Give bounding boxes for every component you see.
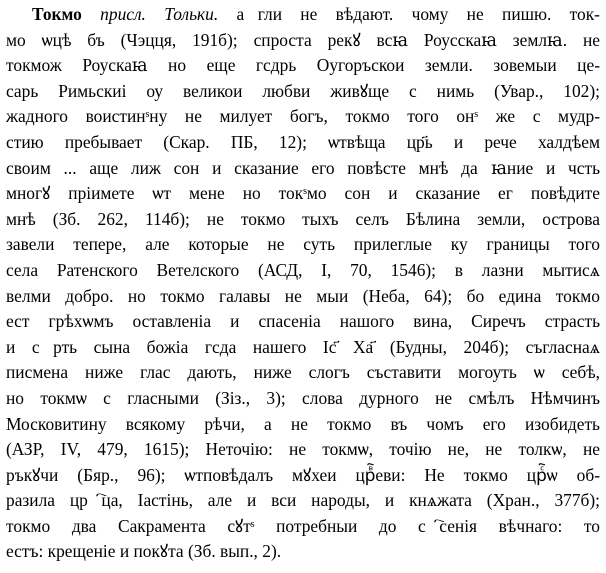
entry-line-1: [6, 2, 600, 28]
entry-line-22: естъ: крещеніе и покꙋта (Зб. вып., 2).: [6, 541, 282, 562]
entry-line-17: Московитину всякому рѣчи, а не токмо въ чомъ его изобидеть: [6, 413, 600, 434]
entry-line-18: (АЗР, IV, 479, 1615); Неточію: не токмѡ, точію не, не толкѡ, не: [6, 439, 600, 460]
entry-line-5: жадного воистинˢну не милует богъ, токмо того онˢ же с мудр-: [6, 106, 600, 127]
entry-line-20: разила црⷭ҇ца, Іастінь, але и вси народы, и кнѧжата (Хран., 377б);: [6, 490, 600, 511]
entry-line-2: мо ѡцѣ бъ (Чэцця, 191б); спроста рекꙋ всꙗ Роусскаꙗ землꙗ. не: [6, 29, 600, 50]
entry-line-21: токмо два Сакрамента сꙋтˢ потребныи до сⷫ҇сенія вѣчнаго: то: [6, 515, 600, 536]
entry-line-9: мнѣ (Зб. 262, 114б); не токмо тыхъ селъ Бѣлина земли, острова: [6, 208, 600, 229]
entry-line-13: ест грѣхѡмъ оставленіа и спасеніа нашого вина, Сиречъ страсть: [6, 311, 600, 332]
entry-line-10: завели тепере, але которые не суть прилеглые ку границы того: [6, 234, 600, 255]
entry-line-7: своим ... аще лиж сон и сказание его повѣсте мнѣ даⷩꙗние и чсть: [6, 157, 600, 178]
entry-line-3: токмож Роускаꙗ но еще гсдрь Оугоръскои земли. зовемыи це-: [6, 55, 600, 76]
entry-line-8: многꙋ пріимете ѡт мене но токˢмо сон и сказание ег повѣдите: [6, 183, 600, 204]
dictionary-entry: [6, 2, 600, 565]
entry-line-14: и сⷨрть сына божіа гсда нашего Іс҃ Ха҃ (Будны, 204б); съгласнаѧ: [6, 336, 600, 357]
entry-line-12: велми добро. но токмо галавы не мыи (Неба, 64); бо едина токмо: [6, 285, 600, 306]
entry-line-19: ръкꙋчи (Бяр., 96); ѡтповѣдалъ мꙋхеи црⷡ҇еви: Не токмо црⷭ҇ѡ об-: [6, 464, 600, 485]
entry-line-16: но токмѡ с гласными (Зіз., 3); слова дурного не смѣлъ Нѣмчинъ: [6, 387, 600, 408]
gloss: Тольки.: [164, 4, 219, 24]
entry-line-6: стию пребывает (Скар. ПБ, 12); ѡтвѣща цр҃ь и рече халдѣем: [6, 131, 600, 152]
headword: Токмо: [32, 4, 82, 24]
entry-line-4: сарь Римьскиі оу великои любви живꙋще с нимь (Увар., 102);: [6, 80, 600, 101]
part-of-speech: присл.: [100, 4, 146, 24]
entry-line-11: села Ратенского Ветелского (АСД, I, 70, 1546); в лазни мытисѧ: [6, 259, 600, 280]
entry-line-15: писмена ниже глас дають, ниже слогъ съставити могоуть ѡ себѣ,: [6, 362, 600, 383]
entry-line-text: аⷩгли не вѣдают. чому не пишю. ток-: [218, 4, 600, 24]
